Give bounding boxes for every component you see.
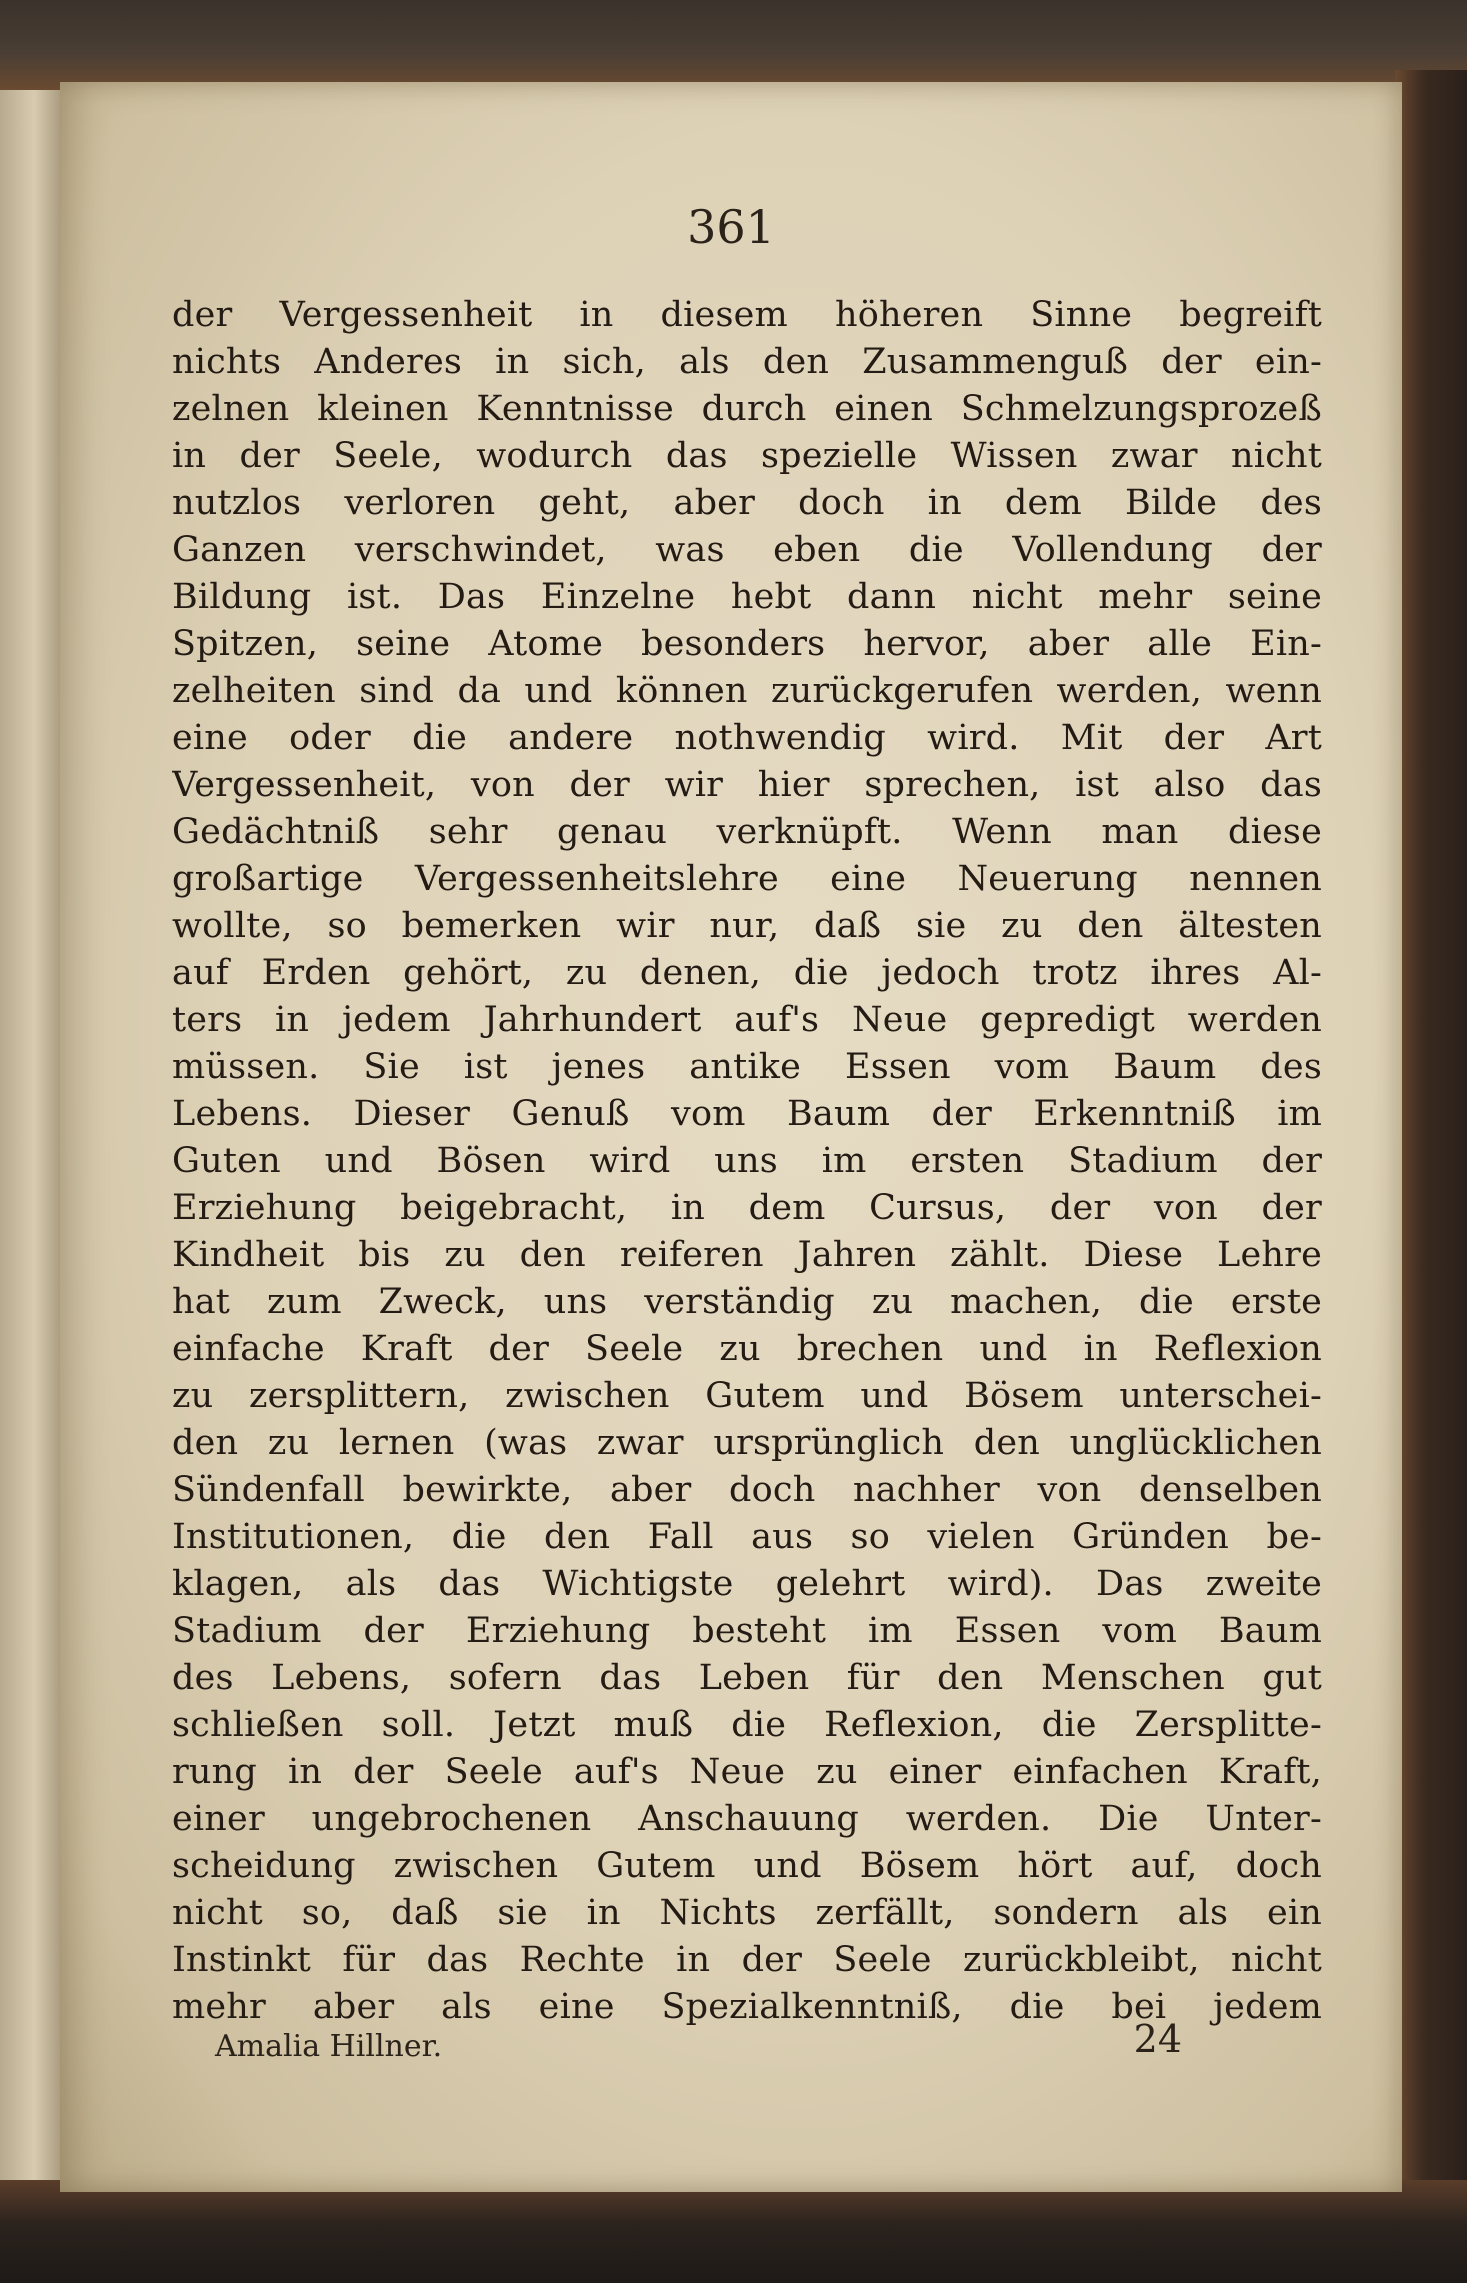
text-line: in der Seele, wodurch das spezielle Wissen zwar nicht	[172, 436, 1322, 476]
text-line: schließen soll. Jetzt muß die Reflexion, die Zersplitte-	[172, 1705, 1322, 1745]
text-line: den zu lernen (was zwar ursprünglich den unglücklichen	[172, 1423, 1322, 1463]
text-line: klagen, als das Wichtigste gelehrt wird). Das zweite	[172, 1564, 1322, 1604]
body-text	[172, 292, 1322, 2031]
text-line: mehr aber als eine Spezialkenntniß, die bei jedem	[172, 1987, 1322, 2027]
text-line: des Lebens, sofern das Leben für den Menschen gut	[172, 1658, 1322, 1698]
text-line: ters in jedem Jahrhundert auf's Neue gepredigt werden	[172, 1000, 1322, 1040]
book-cover-bottom	[0, 2180, 1467, 2283]
text-line: Bildung ist. Das Einzelne hebt dann nicht mehr seine	[172, 577, 1322, 617]
text-line: Guten und Bösen wird uns im ersten Stadium der	[172, 1141, 1322, 1181]
text-line: scheidung zwischen Gutem und Bösem hört auf, doch	[172, 1846, 1322, 1886]
text-line: müssen. Sie ist jenes antike Essen vom Baum des	[172, 1047, 1322, 1087]
text-line: Spitzen, seine Atome besonders hervor, aber alle Ein-	[172, 624, 1322, 664]
text-line: Vergessenheit, von der wir hier sprechen, ist also das	[172, 765, 1322, 805]
text-line: wollte, so bemerken wir nur, daß sie zu den ältesten	[172, 906, 1322, 946]
text-line: nicht so, daß sie in Nichts zerfällt, sondern als ein	[172, 1893, 1322, 1933]
text-line: zelnen kleinen Kenntnisse durch einen Schmelzungsprozeß	[172, 389, 1322, 429]
text-line: Instinkt für das Rechte in der Seele zurückbleibt, nicht	[172, 1940, 1322, 1980]
text-line: zelheiten sind da und können zurückgerufen werden, wenn	[172, 671, 1322, 711]
previous-page-edge	[0, 90, 65, 2200]
text-line: einfache Kraft der Seele zu brechen und in Reflexion	[172, 1329, 1322, 1369]
text-line: rung in der Seele auf's Neue zu einer einfachen Kraft,	[172, 1752, 1322, 1792]
text-line: Lebens. Dieser Genuß vom Baum der Erkenntniß im	[172, 1094, 1322, 1134]
text-line: Stadium der Erziehung besteht im Essen vom Baum	[172, 1611, 1322, 1651]
page-footer	[60, 2017, 1402, 2077]
text-line: Institutionen, die den Fall aus so vielen Gründen be-	[172, 1517, 1322, 1557]
text-line: Kindheit bis zu den reiferen Jahren zählt. Diese Lehre	[172, 1235, 1322, 1275]
text-line: nichts Anderes in sich, als den Zusammenguß der ein-	[172, 342, 1322, 382]
gathering-mark: 24	[1133, 2017, 1182, 2061]
text-line: auf Erden gehört, zu denen, die jedoch trotz ihres Al-	[172, 953, 1322, 993]
text-line: eine oder die andere nothwendig wird. Mit der Art	[172, 718, 1322, 758]
printer-signature: Amalia Hillner.	[215, 2029, 443, 2064]
book-page	[60, 82, 1402, 2192]
text-line: großartige Vergessenheitslehre eine Neuerung nennen	[172, 859, 1322, 899]
page-number: 361	[687, 200, 775, 254]
text-line: hat zum Zweck, uns verständig zu machen, die erste	[172, 1282, 1322, 1322]
text-line: Ganzen verschwindet, was eben die Vollendung der	[172, 530, 1322, 570]
text-line: der Vergessenheit in diesem höheren Sinne begreift	[172, 295, 1322, 335]
text-line: Gedächtniß sehr genau verknüpft. Wenn man diese	[172, 812, 1322, 852]
book-cover-top	[0, 0, 1467, 90]
text-line: einer ungebrochenen Anschauung werden. Die Unter-	[172, 1799, 1322, 1839]
text-line: zu zersplittern, zwischen Gutem und Bösem unterschei-	[172, 1376, 1322, 1416]
book-cover-right	[1395, 70, 1467, 2210]
text-line: Erziehung beigebracht, in dem Cursus, der von der	[172, 1188, 1322, 1228]
text-line: Sündenfall bewirkte, aber doch nachher von denselben	[172, 1470, 1322, 1510]
text-line: nutzlos verloren geht, aber doch in dem Bilde des	[172, 483, 1322, 523]
